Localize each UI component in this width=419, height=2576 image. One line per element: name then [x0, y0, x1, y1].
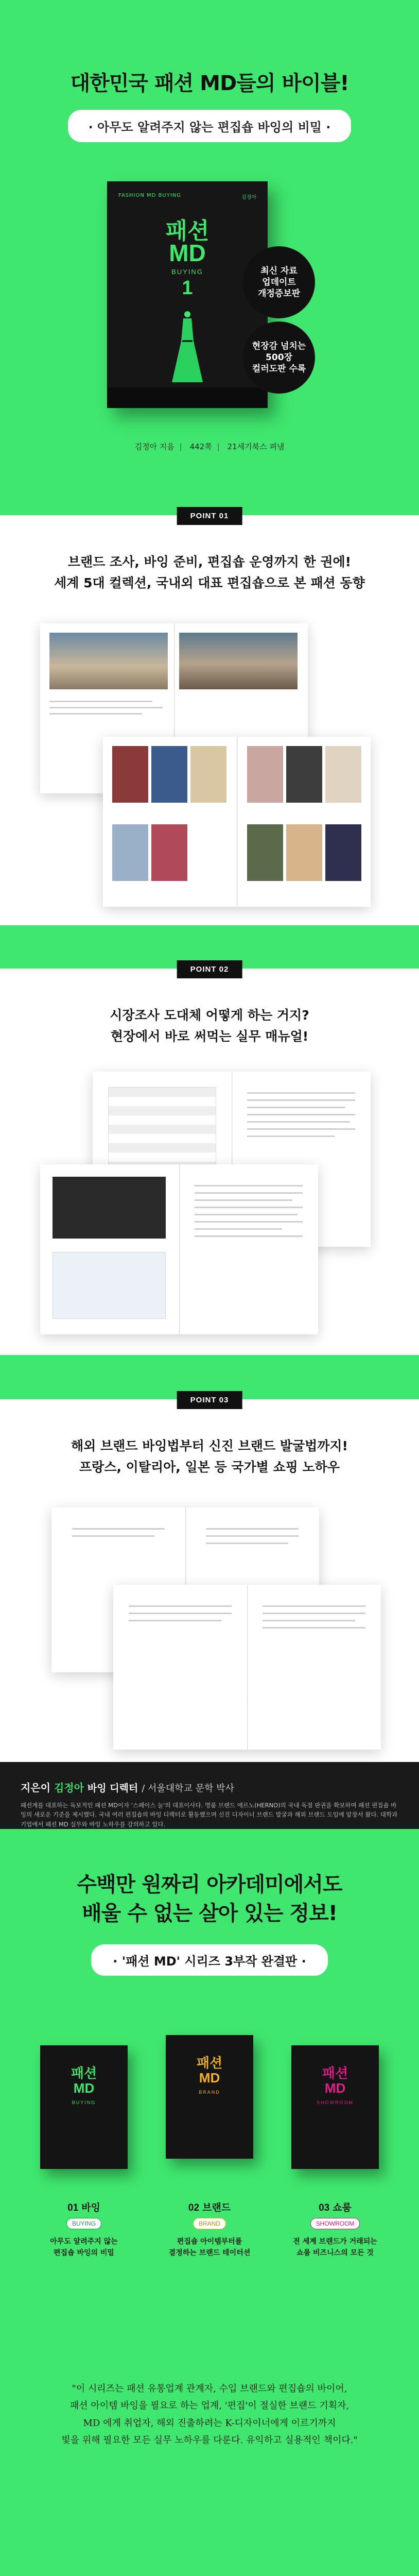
point-02-label: POINT 02	[177, 960, 242, 978]
book-small-left: FASHION MD BUYING	[118, 193, 181, 198]
author-line: 지은이 김정아 바잉 디렉터 / 서울대학교 문학 박사	[21, 1782, 234, 1794]
series-book-3: 패션 MD SHOWROOM	[291, 2045, 379, 2169]
author-section	[0, 1762, 419, 1829]
series-cat-1: 01 바잉 BUYING 아무도 알려주지 않는 편집숍 바잉의 비밀	[50, 2202, 118, 2257]
book-bottom-strip	[107, 387, 268, 408]
series-book-2: 패션 MD BRAND	[166, 2035, 253, 2159]
hero-section	[0, 0, 419, 515]
book-title-ko: 패션	[165, 218, 210, 244]
point-02-spread-b	[40, 1164, 318, 1334]
series-headline: 수백만 원짜리 아카데미에서도 배울 수 없는 살아 있는 정보!	[77, 1873, 342, 1925]
series-cat-3: 03 쇼룸 SHOWROOM 전 세계 브랜드가 거래되는 쇼룸 비즈니스의 모든 것	[293, 2202, 377, 2257]
point-02-section	[0, 965, 419, 1355]
point-03-spread-b	[113, 1585, 381, 1750]
series-pill: · '패션 MD' 시리즈 3부작 완결판 ·	[91, 1944, 327, 1976]
author-role: 바잉 디렉터	[87, 1783, 138, 1794]
point-01-section	[0, 512, 419, 925]
point-03-heading: 해외 브랜드 바잉법부터 신진 브랜드 발굴법까지! 프랑스, 이탈리아, 일본 등 국가별 쇼핑 노하우	[71, 1438, 348, 1475]
meta-publisher: 21세기북스 펴냄	[227, 442, 285, 451]
book-series: BUYING	[171, 268, 203, 276]
badge-color-plates: 현장감 넘치는 500장 컬러도판 수록	[243, 321, 315, 394]
series-cat-2: 02 브랜드 BRAND 편집숍 아이템부터를 결정하는 브랜드 테이터션	[168, 2202, 251, 2257]
photo-building	[49, 633, 168, 689]
point-01-heading: 브랜드 조사, 바잉 준비, 편집숍 운영까지 한 권에! 세계 5대 컬렉션, 국내외 대표 편집숍으로 본 패션 동향	[54, 554, 365, 591]
badge-revised-edition: 최신 자료 업데이트 개정증보판	[243, 246, 315, 318]
point-01-label: POINT 01	[177, 507, 242, 525]
book-volume: 1	[182, 277, 193, 299]
author-school: / 서울대학교 문학 박사	[142, 1783, 234, 1794]
point-02-heading: 시장조사 도대체 어떻게 하는 거지? 현장에서 바로 써먹는 실무 매뉴얼!	[110, 1008, 309, 1044]
hero-subtitle: · 아무도 알려주지 않는 편집숍 바잉의 비밀 ·	[68, 110, 352, 142]
book-meta: 김정아 지음 | 442쪽 | 21세기북스 펴냄	[134, 442, 285, 451]
book-cover	[107, 181, 268, 408]
meta-author: 김정아 지음	[134, 442, 174, 451]
book-small-right: 김정아	[241, 195, 256, 200]
hero-headline: 대한민국 패션 MD들의 바이블!	[70, 72, 349, 95]
book-title-en: MD	[169, 240, 206, 266]
dress-illustration-icon	[169, 310, 206, 387]
point-03-label: POINT 03	[177, 1391, 242, 1409]
author-description: 패션계를 대표하는 독보적인 패션 MD이자 '스페이스 눌'의 대표이사다. 명품 브랜드 에르노(HERNO)의 국내 독점 판권을 확보하며 패션 편집숍 바잉의 새로운 기준을 제시했다. 국내 여러 편집숍의 바잉 디렉터로 활동했으며 신진 디자이너 브랜드 발굴과 해외 브랜드 도입에 앞장서 왔다. 대학과 기업에서 패션 MD 실무와 바잉 노하우를 강의하고 있다.	[21, 1802, 398, 1828]
series-quote: "이 시리즈는 패션 유통업계 관계자, 수입 브랜드와 편집숍의 바이어, 패션 아이템 바잉을 필요로 하는 업계, '편집'이 절실한 브랜드 기획자, MD 에게 취업자, 해외 진출하려는 K-디자이너에게 이르기까지 빛을 위해 필요한 모든 실무 노하우를 다룬다. 유익하고 실용적인 책이다."	[61, 2383, 358, 2446]
meta-pages: 442쪽	[189, 442, 212, 451]
point-01-spread-b	[103, 737, 371, 907]
series-book-1: 패션 MD BUYING	[40, 2045, 128, 2169]
photo-street	[179, 633, 298, 689]
author-name: 김정아	[54, 1782, 84, 1794]
point-03-section	[0, 1396, 419, 1762]
series-section	[0, 1829, 419, 2576]
